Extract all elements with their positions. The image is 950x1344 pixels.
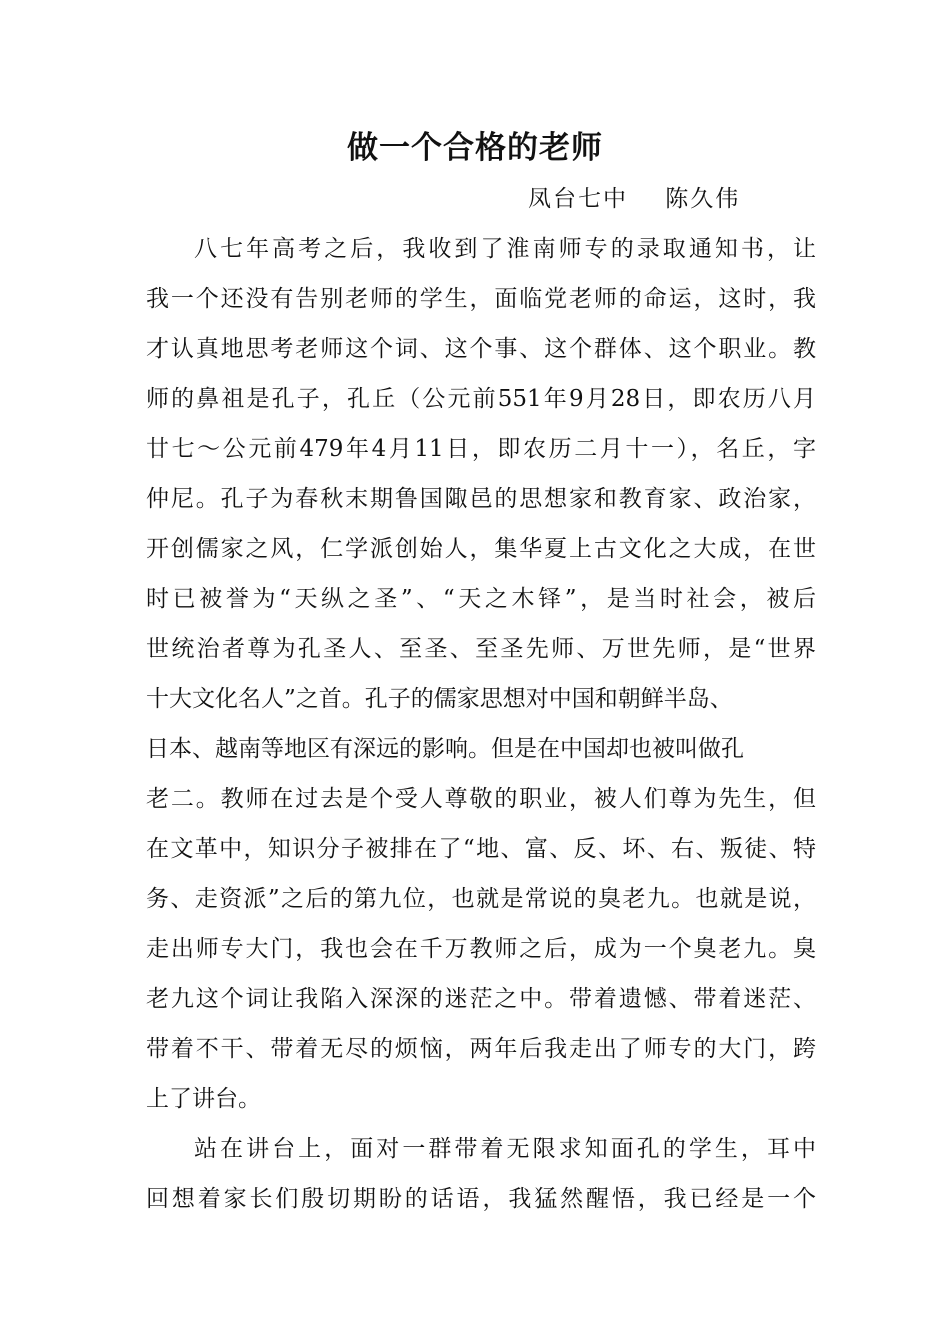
- text-line: 廿七～公元前479年4月11日，即农历二月十一），名丘，字: [146, 436, 816, 462]
- text-line: 时已被誉为“天纵之圣”、“天之木铎”，是当时社会，被后: [146, 586, 816, 612]
- text-line: 我一个还没有告别老师的学生，面临党老师的命运，这时，我: [146, 286, 816, 312]
- text-line: 站在讲台上，面对一群带着无限求知面孔的学生，耳中: [194, 1136, 816, 1162]
- text-line: 上了讲台。: [146, 1086, 261, 1112]
- author-byline: 凤台七中 陈久伟: [528, 186, 741, 212]
- text-line: 仲尼。孔子为春秋末期鲁国陬邑的思想家和教育家、政治家，: [146, 486, 816, 512]
- text-line: 务、走资派”之后的第九位，也就是常说的臭老九。也就是说，: [146, 886, 816, 912]
- text-line: 老二。教师在过去是个受人尊敬的职业，被人们尊为先生，但: [146, 786, 816, 812]
- text-line: 回想着家长们殷切期盼的话语，我猛然醒悟，我已经是一个: [146, 1186, 816, 1212]
- text-line: 十大文化名人”之首。孔子的儒家思想对中国和朝鲜半岛、: [146, 686, 733, 712]
- text-line: 日本、越南等地区有深远的影响。但是在中国却也被叫做孔: [146, 736, 744, 762]
- document-title: 做一个合格的老师: [347, 130, 603, 166]
- text-line: 带着不干、带着无尽的烦恼，两年后我走出了师专的大门，跨: [146, 1036, 816, 1062]
- text-line: 世统治者尊为孔圣人、至圣、至圣先师、万世先师，是“世界: [146, 636, 816, 662]
- text-line: 师的鼻祖是孔子，孔丘（公元前551年9月28日，即农历八月: [146, 386, 816, 412]
- text-line: 走出师专大门，我也会在千万教师之后，成为一个臭老九。臭: [146, 936, 816, 962]
- text-line: 八七年高考之后，我收到了淮南师专的录取通知书，让: [194, 236, 816, 262]
- text-line: 在文革中，知识分子被排在了“地、富、反、坏、右、叛徒、特: [146, 836, 816, 862]
- text-line: 才认真地思考老师这个词、这个事、这个群体、这个职业。教: [146, 336, 816, 362]
- text-line: 开创儒家之风，仁学派创始人，集华夏上古文化之大成，在世: [146, 536, 816, 562]
- text-line: 老九这个词让我陷入深深的迷茫之中。带着遗憾、带着迷茫、: [146, 986, 816, 1012]
